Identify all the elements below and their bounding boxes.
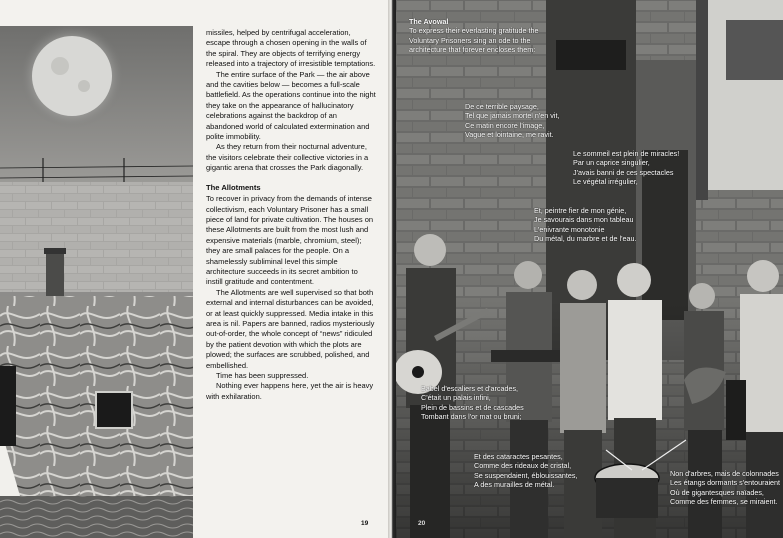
poem-line: Vague et lointaine, me ravit. [465,129,554,139]
body-paragraph: missiles, helped by centrifugal acceleration, escape through a chosen opening in the walls of the spiral. They are objects of terrifying energy released into a trajectory of irresistible temptations. [206,28,376,69]
body-paragraph: Time has been suppressed. [216,371,309,380]
section-heading: The Avowal [409,17,449,26]
poem-line: Comme des femmes, se miraient. [670,496,778,506]
avowal-intro [409,17,538,54]
intro-line: To express their everlasting gratitude the [409,26,539,36]
poem-line: C'était un palais infini, [421,393,491,403]
intro-line: Voluntary Prisoners sing an ode to the [409,35,531,45]
left-text-column [206,28,376,402]
right-page [396,0,783,538]
poem-line: Où de gigantesques naïades, [670,487,764,497]
page-number: 19 [361,520,369,527]
poem-line: J'avais banni de ces spectacles [573,167,674,177]
left-page [0,0,390,538]
poem-line: Je savourais dans mon tableau [534,215,634,225]
poem-line: Plein de bassins et de cascades [421,402,524,412]
poem-line: Tel que jamais mortel n'en vit, [465,111,560,121]
prison-band-photo [396,0,783,538]
collage-illustration [0,26,193,538]
poem-line: Par un caprice singulier, [573,158,650,168]
book-gutter [388,0,396,538]
poem-line: Se suspendaient, éblouissantes, [474,470,578,480]
poem-line: Babel d'escaliers et d'arcades, [421,384,519,393]
poem-line: Ce matin encore l'image, [465,120,545,130]
poem-line: Les étangs dormants s'entouraient [670,478,781,488]
poem-stanza-4 [421,384,524,421]
section-heading: The Allotments [206,182,261,192]
poem-line: Et des cataractes pesantes, [474,452,563,461]
poem-line: A des murailles de métal. [474,479,555,489]
poem-line: De ce terrible paysage, [465,102,539,111]
poem-line: Comme des rideaux de cristal, [474,461,572,471]
body-paragraph: As they return from their nocturnal adventure, the visitors celebrate their collective victories in a gigantic arena that crosses the Park diagonally. [206,142,369,173]
body-paragraph: The Allotments are well supervised so that both external and internal disturbances can be avoided, or at least quickly suppressed. Media intake in this area is nil. Papers are banned, radios mysteriously out-of-order, the whole concept of “news” ridiculed by the patient devotion with which the plots are plowed; the surfaces are scrubbed, polished, and embellished. [206,287,375,370]
intro-line: architecture that forever encloses them: [409,44,536,54]
poem-line: Le végétal irrégulier, [573,176,638,186]
poem-line: Et, peintre fier de mon génie, [534,206,627,215]
poem-stanza-3 [534,206,636,243]
poem-stanza-6 [670,469,780,506]
poem-line: Non d'arbres, mais de colonnades [670,469,779,478]
poem-stanza-1 [465,102,559,139]
poem-line: Le sommeil est plein de miracles! [573,149,680,158]
poem-line: Tombant dans l'or mat ou bruni; [421,411,522,421]
poem-stanza-2 [573,149,679,186]
page-number: 20 [418,520,426,527]
body-paragraph: To recover in privacy from the demands of intense collectivism, each Voluntary Prisoner has a small piece of land for private cultivation. The houses on these Allotments are built from the most lush and expensive materials (marble, chromium, steel); they are small palaces for the people. On a shamelessly subliminal level this simple architecture succeeds in its secret ambition to instill gratitude and contentment. [206,194,374,287]
poem-line: Du métal, du marbre et de l'eau. [534,233,637,243]
body-paragraph: The entire surface of the Park — the air above and the cavities below — becomes a full-scale battlefield. As the operations continue into the night they take on the appearance of hallucinatory celebrations against the backdrop of an abandoned world of calculated extermination and polite immobility. [206,69,376,142]
poem-line: L'enivrante monotonie [534,224,605,234]
body-paragraph: Nothing ever happens here, yet the air is heavy with exhilaration. [206,381,374,401]
poem-stanza-5 [474,452,578,489]
